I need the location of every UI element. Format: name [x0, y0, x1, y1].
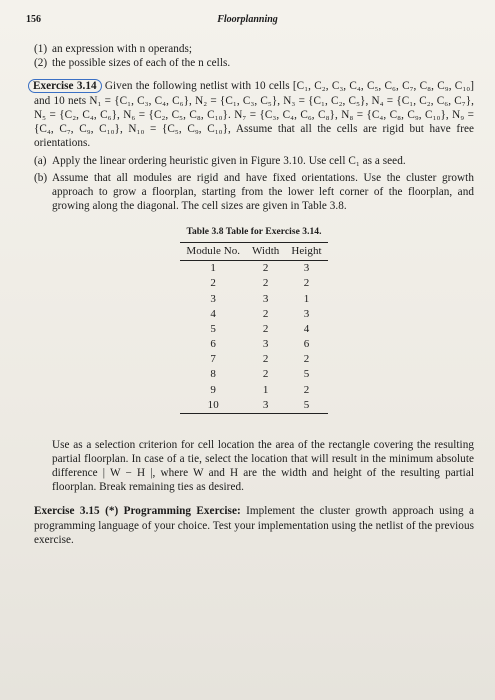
table-row: 6 3 6 — [210, 338, 310, 351]
exercise-part-b: (b) Assume that all modules are rigid and have fixed orientations. Use the cluster growth approach to grow a floorplan, starting from the lower left corner of the floorplan, and growing along the diagonal. The cell sizes are given in Table 3.8. — [34, 171, 474, 213]
table-row: 8 2 5 — [210, 368, 310, 381]
table-row: 9 1 2 — [210, 383, 310, 396]
table-row: 4 2 3 — [210, 307, 310, 320]
table-row: 10 3 5 — [180, 397, 327, 413]
table-row: 5 2 4 — [210, 322, 310, 335]
table-row: 1 2 3 — [210, 262, 310, 275]
table-3-8 — [180, 225, 327, 413]
exercise-3-15-label: Exercise 3.15 — [34, 505, 100, 518]
running-title: Floorplanning — [217, 14, 278, 25]
table-caption: Table 3.8 Table for Exercise 3.14. — [186, 227, 322, 238]
table-header-row — [180, 243, 327, 260]
exercise-3-14-body: Given the following netlist with 10 cells [C₁, C₂, C₃, C₄, C₅, C₆, C₇, C₈, C₉, C₁₀] and 10 nets N₁ = {C₁, C₃, C₄, C₆}, N₂ = {C₁, C₃, C₅}, N₃ = {C₁, C₂, C₅}, N₄ = {C₁, C₂, C₆, C₇}, N₅ = {C₂, C₄, C₆}, N₆ = {C₂, C₅, C₈, C₁₀}. N₇ = {C₃, C₄, C₆, C₈}, N₈ = {C₄, C₈, C₉, C₁₀}, N₉ = {C₄, C₇, C₉, C₁₀}, N₁₀ = {C₅, C₉, C₁₀}, Assume that all the cells are rigid but have free orientations. — [34, 80, 474, 150]
exercise-part-a: (a) Apply the linear ordering heuristic given in Figure 3.10. Use cell C₁ as a seed. — [34, 155, 406, 168]
intro-item: (2) the possible sizes of each of the n cells. — [34, 57, 231, 70]
intro-item: (1) an expression with n operands; — [34, 43, 193, 55]
exercise-3-14 — [34, 79, 474, 150]
column-header: Module No. — [180, 243, 246, 260]
exercise-3-14-label: Exercise 3.14 — [28, 79, 102, 93]
page-number: 156 — [26, 14, 41, 25]
selection-criterion-text: Use as a selection criterion for cell location the area of the rectangle covering the resulting partial floorplan. In case of a tie, select the location that will result in the minimum absolute difference | W − H |, where W and H are the width and height of the resulting partial floorplan. Break remaining ties as desired. — [52, 438, 474, 494]
exercise-3-14-parts — [34, 154, 474, 213]
exercise-3-15-title: (*) Programming Exercise: — [105, 505, 241, 518]
column-header: Width — [246, 243, 285, 260]
table-row: 3 3 1 — [210, 292, 310, 305]
table-3-8-wrap — [34, 225, 474, 413]
exercise-3-15-body: Implement the cluster growth approach using a programming language of your choice. Test your implementation using the netlist of the previous exercise. — [34, 505, 475, 546]
column-header: Height — [285, 243, 327, 260]
table-row: 2 2 2 — [210, 277, 310, 290]
exercise-3-15 — [34, 504, 474, 547]
table-row: 7 2 2 — [210, 353, 310, 366]
page-content — [34, 42, 474, 547]
